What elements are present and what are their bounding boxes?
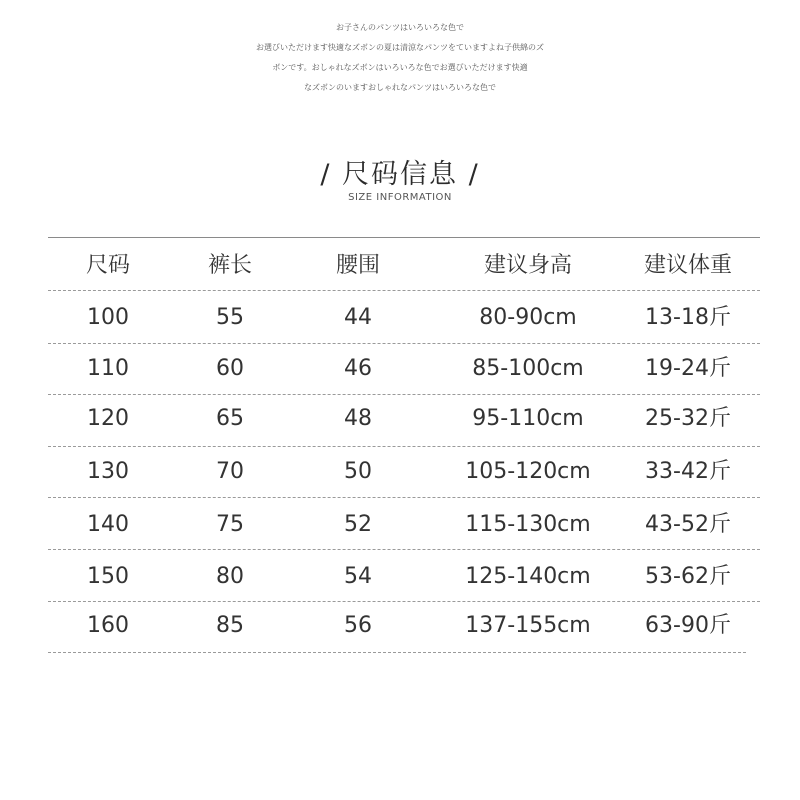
table-cell: 110: [87, 356, 129, 381]
table-cell: 70: [216, 459, 244, 484]
header-cell-height: 建议身高: [483, 253, 572, 278]
table-cell: 19-24斤: [645, 356, 731, 381]
table-cell: 25-32斤: [645, 406, 731, 431]
intro-text: [0, 18, 800, 98]
table-row: [48, 499, 760, 551]
header-cell-waist: 腰围: [335, 253, 380, 278]
table-row: [48, 343, 760, 395]
table-row: [48, 446, 760, 498]
table-cell: 80: [216, 564, 244, 589]
row-divider: [48, 549, 760, 550]
table-cell: 85-100cm: [472, 356, 584, 381]
intro-line: お子さんのパンツはいろいろな色で: [336, 23, 464, 32]
table-header-row: [48, 240, 760, 292]
table-cell: 140: [87, 512, 129, 537]
intro-line: お選びいただけます快適なズボンの夏は清涼なパンツをていますよね子供綿のズ: [256, 43, 544, 52]
table-cell: 60: [216, 356, 244, 381]
header-cell-length: 裤长: [207, 253, 252, 278]
header-cell-weight: 建议体重: [643, 253, 732, 278]
intro-line: ボンです。おしゃれなズボンはいろいろな色でお選びいただけます快適: [272, 63, 528, 72]
table-row: [48, 551, 760, 603]
table-cell: 43-52斤: [645, 512, 731, 537]
row-divider: [48, 652, 746, 653]
page-title: / 尺码信息 /: [320, 159, 480, 190]
header-cell-size: 尺码: [85, 253, 130, 278]
table-cell: 150: [87, 564, 129, 589]
table-cell: 80-90cm: [479, 305, 577, 330]
table-cell: 65: [216, 406, 244, 431]
row-divider: [48, 497, 760, 498]
table-cell: 53-62斤: [645, 564, 731, 589]
table-cell: 13-18斤: [645, 305, 731, 330]
table-cell: 85: [216, 613, 244, 638]
table-cell: 55: [216, 305, 244, 330]
table-cell: 44: [344, 305, 372, 330]
table-row: [48, 292, 760, 344]
table-row: [48, 393, 760, 445]
table-cell: 33-42斤: [645, 459, 731, 484]
table-cell: 137-155cm: [465, 613, 591, 638]
table-cell: 120: [87, 406, 129, 431]
table-cell: 130: [87, 459, 129, 484]
table-cell: 75: [216, 512, 244, 537]
top-divider: [48, 237, 760, 238]
table-cell: 115-130cm: [465, 512, 591, 537]
table-cell: 100: [87, 305, 129, 330]
table-cell: 95-110cm: [472, 406, 584, 431]
page-subtitle: SIZE INFORMATION: [348, 192, 452, 203]
intro-line: なズボンのいますおしゃれなパンツはいろいろな色で: [304, 83, 496, 92]
table-cell: 125-140cm: [465, 564, 591, 589]
table-cell: 54: [344, 564, 372, 589]
table-cell: 63-90斤: [645, 613, 731, 638]
table-cell: 56: [344, 613, 372, 638]
table-cell: 50: [344, 459, 372, 484]
row-divider: [48, 290, 760, 291]
table-cell: 48: [344, 406, 372, 431]
table-cell: 52: [344, 512, 372, 537]
table-row: [48, 600, 760, 652]
table-cell: 160: [87, 613, 129, 638]
table-cell: 105-120cm: [465, 459, 591, 484]
table-cell: 46: [344, 356, 372, 381]
